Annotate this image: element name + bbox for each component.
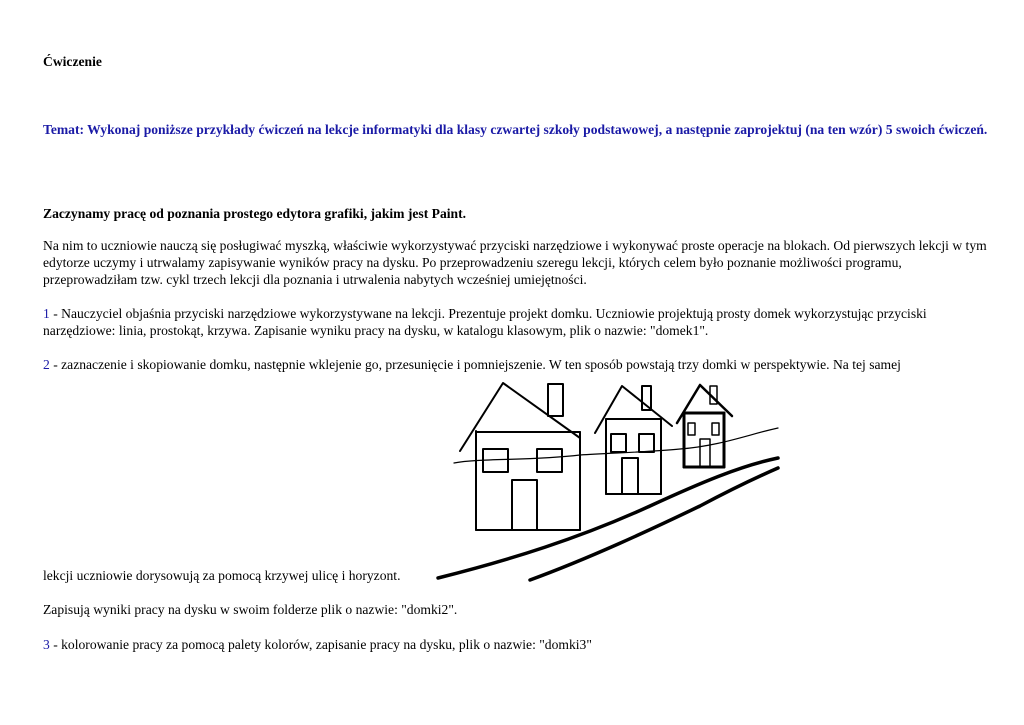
step-number: 3 [43, 637, 50, 652]
page-heading: Ćwiczenie [43, 54, 102, 69]
step-2-continuation: lekcji uczniowie dorysowują za pomocą krzywej ulicę i horyzont. [43, 568, 401, 583]
intro-paragraph: Na nim to uczniowie nauczą się posługiwać myszką, właściwie wykorzystywać przyciski narzędziowe i wykonywać proste operacje na blokach. Od pierwszych lekcji w tym edytorze uczymy i utrwalamy zapisywanie wyników pracy na dysku. Po przeprowadzeniu szeregu lekcji, których celem było poznanie możliwości programu, przeprowadziłam tzw. cykl trzech lekcji dla poznania i utrwalenia nabytych wcześniej umiejętności. [43, 238, 987, 287]
road-curve [438, 458, 778, 578]
step-1 [43, 305, 993, 339]
step-number: 1 [43, 306, 50, 321]
house-small [677, 385, 732, 467]
road-curve [530, 468, 778, 580]
step-number: 2 [43, 357, 50, 372]
step-text: - kolorowanie pracy za pomocą palety kolorów, zapisanie pracy na dysku, plik o nazwie: "domki3" [49, 637, 592, 652]
intro-bold: Zaczynamy pracę od poznania prostego edytora grafiki, jakim jest Paint. [43, 206, 467, 221]
step-text: - Nauczyciel objaśnia przyciski narzędziowe wykorzystywane na lekcji. Prezentuje projekt domku. Uczniowie projektują prosty domek wykorzystując przyciski narzędziowe: linia, prostokąt, krzywa. Zapisanie wyniku pracy na dysku, w katalogu klasowym, plik o nazwie: "domek1". [43, 306, 927, 338]
step-3 [43, 636, 993, 653]
paint-houses-drawing [430, 378, 782, 583]
step-2 [43, 356, 993, 373]
step-2-save: Zapisują wyniki pracy na dysku w swoim folderze plik o nazwie: "domki2". [43, 602, 458, 617]
house-medium [595, 386, 672, 494]
step-text: - zaznaczenie i skopiowanie domku, następnie wklejenie go, przesunięcie i pomniejszenie. W ten sposób powstają trzy domki w perspektywie. Na tej samej [49, 357, 901, 372]
topic-text: Temat: Wykonaj poniższe przykłady ćwiczeń na lekcje informatyki dla klasy czwartej szkoły podstawowej, a następnie zaprojektuj (na ten wzór) 5 swoich ćwiczeń. [43, 122, 988, 137]
